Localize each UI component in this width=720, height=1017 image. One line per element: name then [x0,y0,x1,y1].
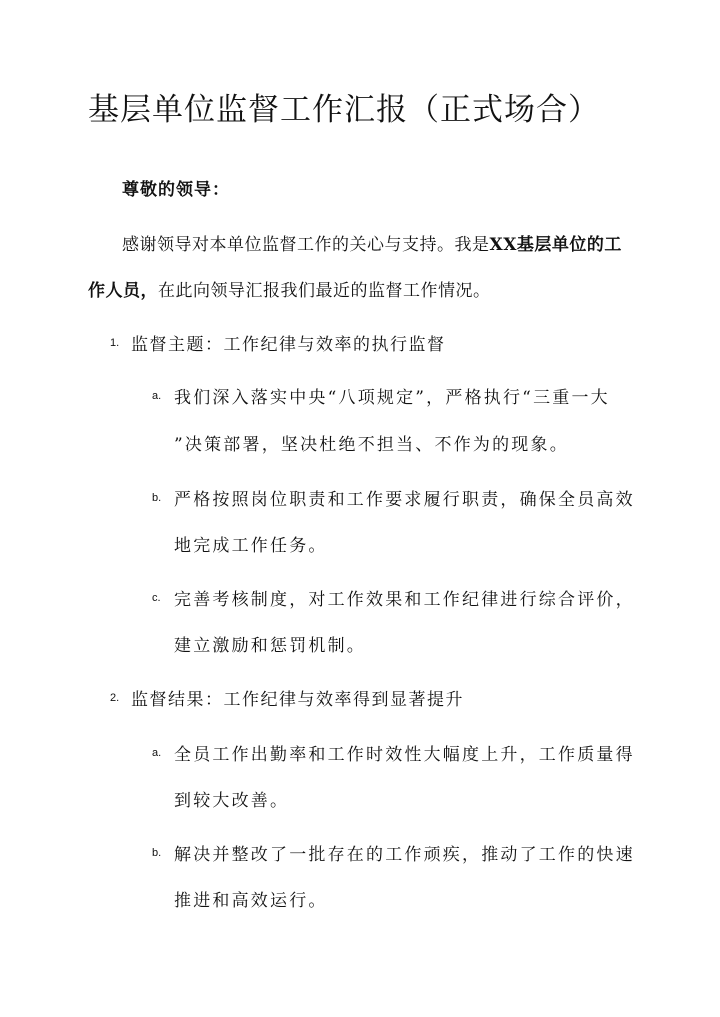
list-item-line: 推进和高效运行。 [174,891,328,911]
list-item-line: 全员工作出勤率和工作时效性大幅度上升，工作质量得 [174,745,635,765]
salutation: 尊敬的领导： [122,180,230,200]
section-heading: 监督结果：工作纪律与效率得到显著提升 [131,690,464,710]
intro-text-2: XX基层单位的工作人员， [88,235,622,301]
list-item-line: 建立激励和惩罚机制。 [174,636,366,656]
list-item-line: 到较大改善。 [174,791,290,811]
list-item-line: ”决策部署，坚决杜绝不担当、不作为的现象。 [174,435,569,455]
intro-text-1: 感谢领导对本单位监督工作的关心与支持。我是 [122,235,490,255]
intro-paragraph [88,222,638,314]
intro-text-3: 在此向领导汇报我们最近的监督工作情况。 [158,281,491,301]
section-heading: 监督主题：工作纪律与效率的执行监督 [131,335,446,355]
list-item-line: 我们深入落实中央“八项规定”，严格执行“三重一大 [174,388,610,408]
list-item-line: 地完成工作任务。 [174,536,328,556]
list-item-line: 解决并整改了一批存在的工作顽疾，推动了工作的快速 [174,845,635,865]
list-item-letter: a. [152,747,162,759]
list-item-letter: b. [152,847,162,859]
list-item-letter: a. [152,390,162,402]
list-item-letter: c. [152,592,161,604]
list-item-line: 完善考核制度，对工作效果和工作纪律进行综合评价， [174,590,635,610]
document-title: 基层单位监督工作汇报（正式场合） [88,92,600,128]
list-item-letter: b. [152,492,162,504]
list-item-line: 严格按照岗位职责和工作要求履行职责，确保全员高效 [174,490,635,510]
section-number: 2. [110,692,120,704]
section-number: 1. [110,337,120,349]
